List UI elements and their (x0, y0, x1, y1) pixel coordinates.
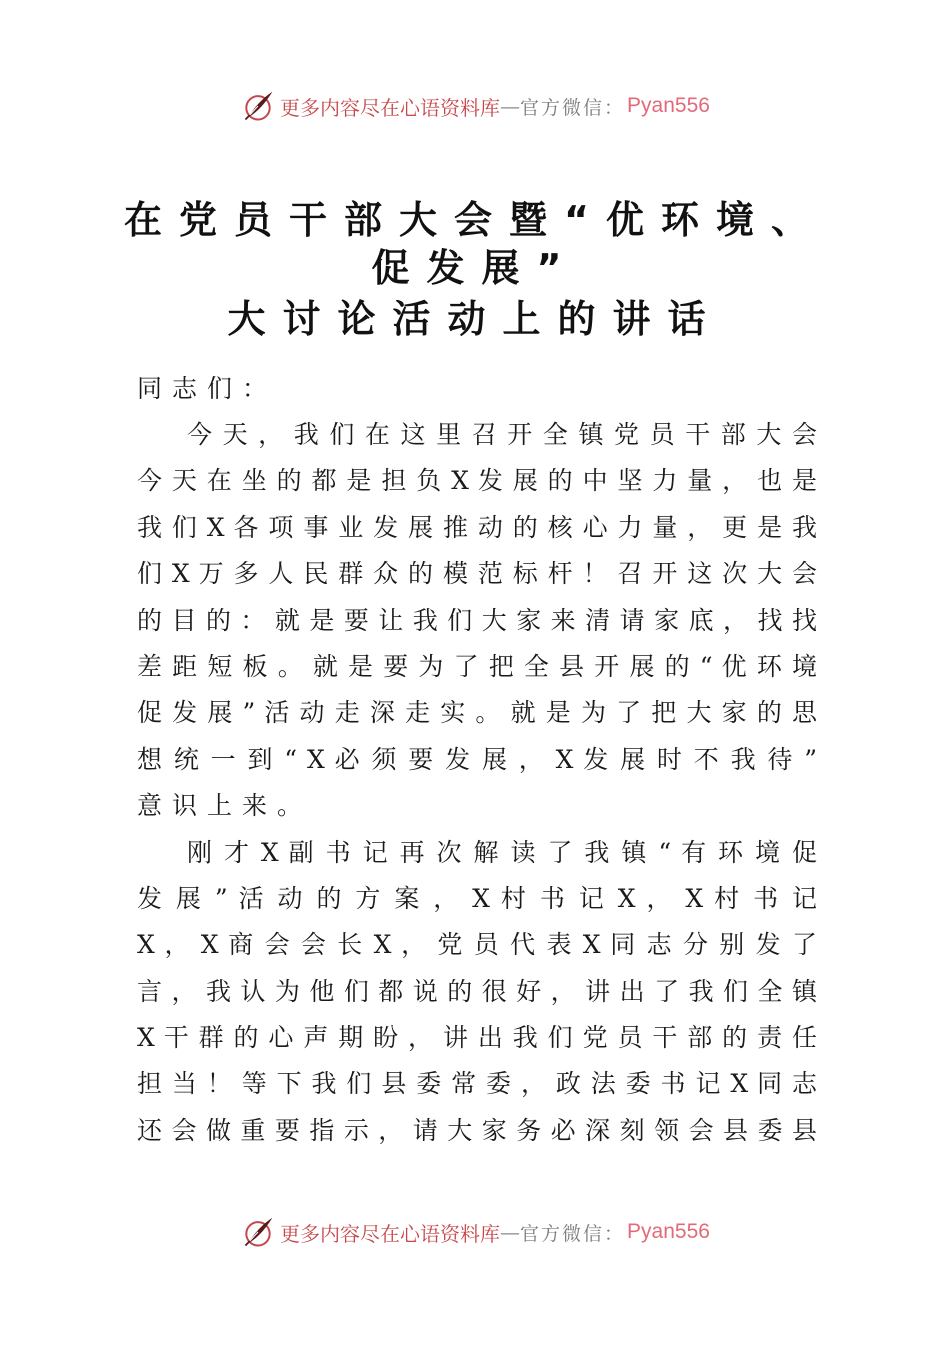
watermark-wechat-id: Pyan556 (627, 94, 710, 117)
text-line: 促 发 展 ” 活 动 走 深 走 实 。 就 是 为 了 把 大 家 的 思 (137, 698, 817, 728)
watermark-wechat-label: 官方微信： (520, 1222, 626, 1245)
document-title (0, 196, 950, 343)
text-line: 我 们 X 各 项 事 业 发 展 推 动 的 核 心 力 量 ， 更 是 我 (137, 512, 817, 542)
text-line: 发 展 ” 活 动 的 方 案 ， X 村 书 记 X ， X 村 书 记 (137, 883, 817, 913)
watermark-wechat-id: Pyan556 (627, 1220, 710, 1243)
paragraph-2 (137, 830, 817, 1155)
title-line-3: 大讨论活动上的讲话 (227, 297, 723, 341)
text-line: 今 天 ， 我 们 在 这 里 召 开 全 镇 党 员 干 部 大 会 (187, 420, 817, 449)
title-line-2: 促发展” (371, 246, 579, 290)
text-line: 意识上来。 (137, 791, 313, 821)
text-line: 今 天 在 坐 的 都 是 担 负 X 发 展 的 中 坚 力 量 ， 也 是 (137, 466, 817, 496)
text-line: 担 当 ！ 等 下 我 们 县 委 常 委 ， 政 法 委 书 记 X 同 志 (137, 1069, 817, 1099)
text-line: 的 目 的 ： 就 是 要 让 我 们 大 家 来 清 请 家 底 ， 找 找 (137, 605, 817, 635)
watermark-wechat-label: 官方微信： (520, 96, 626, 119)
document-body (137, 366, 817, 1154)
text-line: X 干 群 的 心 声 期 盼 ， 讲 出 我 们 党 员 干 部 的 责 任 (137, 1023, 817, 1053)
footer-watermark (0, 1212, 950, 1252)
quill-pen-logo-icon (240, 1214, 276, 1250)
paragraph-1 (137, 412, 817, 830)
text-line: 刚 才 X 副 书 记 再 次 解 读 了 我 镇 “ 有 环 境 促 (187, 837, 817, 867)
watermark-text: 更多内容尽在心语资料库 (280, 95, 501, 120)
quill-pen-logo-icon (240, 88, 276, 124)
text-line: 想 统 一 到 “ X 必 须 要 发 展 ， X 发 展 时 不 我 待 ” (137, 744, 817, 774)
text-line: 还 会 做 重 要 指 示 ， 请 大 家 务 必 深 刻 领 会 县 委 县 (137, 1115, 817, 1145)
text-line: X ， X 商 会 会 长 X ， 党 员 代 表 X 同 志 分 别 发 了 (137, 930, 817, 960)
text-line: 言 ， 我 认 为 他 们 都 说 的 很 好 ， 讲 出 了 我 们 全 镇 (137, 976, 817, 1006)
header-watermark (0, 86, 950, 126)
watermark-separator: — (500, 94, 521, 118)
text-line: 们 X 万 多 人 民 群 众 的 模 范 标 杆 ！ 召 开 这 次 大 会 (137, 559, 817, 589)
text-line: 差 距 短 板 。 就 是 要 为 了 把 全 县 开 展 的 “ 优 环 境 (137, 651, 817, 681)
title-line-1: 在党员干部大会暨“优环境、 (124, 198, 826, 242)
watermark-separator: — (500, 1220, 521, 1244)
salutation: 同志们： (137, 374, 278, 403)
watermark-text: 更多内容尽在心语资料库 (280, 1221, 501, 1246)
